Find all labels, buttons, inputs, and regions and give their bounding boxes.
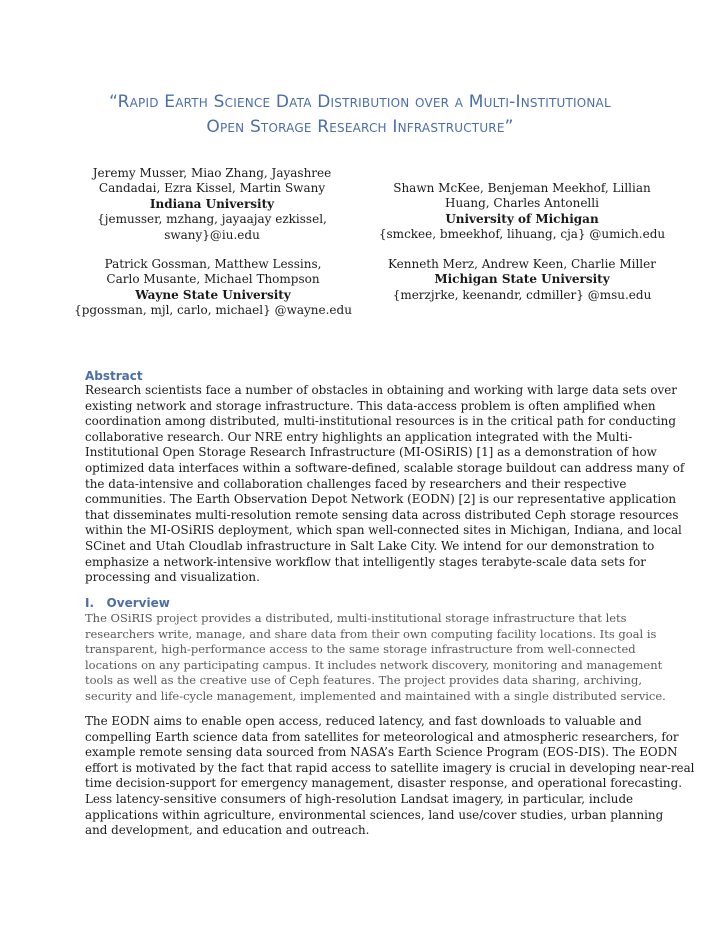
eodn-line: Less latency-sensitive consumers of high-resolution Landsat imagery, in particular, include [85, 791, 634, 806]
abstract-line: processing and visualization. [85, 570, 260, 585]
author-emails: {merzjrke, keenandr, cdmiller} @msu.edu [392, 287, 652, 302]
author-block-indiana [70, 166, 354, 243]
eodn-line: effort is motivated by the fact that rapid access to satellite imagery is crucial in developing near-real [85, 760, 695, 775]
abstract-line: the data-intensive and collaboration challenges faced by researchers and their respective [85, 476, 627, 491]
eodn-line: The EODN aims to enable open access, reduced latency, and fast downloads to valuable and [85, 714, 642, 728]
eodn-line: compelling Earth science data from satellites for meteorological and atmospheric researchers, for [85, 729, 679, 744]
author-emails: swany}@iu.edu [164, 227, 260, 242]
author-names: Huang, Charles Antonelli [445, 196, 599, 211]
overview-line: locations on any participating campus. It includes network discovery, monitoring and management [85, 657, 663, 672]
abstract-line: Research scientists face a number of obstacles in obtaining and working with large data sets over [85, 383, 677, 397]
section-heading: Abstract [85, 369, 143, 383]
overview-line: researchers write, manage, and share data from their own computing facility locations. Its goal is [85, 626, 657, 641]
overview-line: transparent, high-performance access to the same storage infrastructure from well-connected [85, 642, 636, 657]
abstract-line: Institutional Open Storage Research Infrastructure (MI-OSiRIS) [1] as a demonstration of how [85, 445, 657, 460]
author-emails: {smckee, bmeekhof, lihuang, cja} @umich.edu [378, 227, 666, 242]
abstract-line: existing network and storage infrastructure. This data-access problem is often amplified when [85, 398, 656, 413]
abstract-section [85, 369, 685, 586]
author-names: Kenneth Merz, Andrew Keen, Charlie Miller [388, 257, 656, 271]
abstract-line: optimized data interfaces within a software-defined, scalable storage buildout can address many of [85, 460, 685, 475]
institution-name: University of Michigan [445, 211, 599, 226]
abstract-line: that disseminates multi-resolution remote sensing data across distributed Ceph storage resources [85, 507, 679, 522]
title-line: “Rapid Earth Science Data Distribution over a Multi-Institutional [109, 92, 611, 112]
eodn-line: time decision-support for emergency management, disaster response, and operational forecasting. [85, 776, 682, 791]
author-block-michigan [372, 181, 672, 243]
author-block-michigan-state [372, 257, 672, 303]
eodn-line: and development, and education and outreach. [85, 823, 370, 838]
author-emails: {jemusser, mzhang, jayaajay ezkissel, [97, 212, 327, 227]
eodn-line: example remote sensing data sourced from NASA’s Earth Science Program (EOS-DIS). The EODN [85, 745, 678, 760]
institution-name: Indiana University [149, 196, 275, 211]
abstract-line: coordination among distributed, multi-institutional resources is in the critical path for conducting [85, 414, 676, 429]
overview-section [85, 596, 666, 705]
abstract-line: collaborative research. Our NRE entry highlights an application integrated with the Multi- [85, 429, 633, 444]
abstract-line: within the MI-OSiRIS deployment, which span well-connected sites in Michigan, Indiana, and local [85, 523, 682, 538]
overview-line: tools as well as the creative use of Ceph features. The project provides data sharing, archiving, [85, 673, 642, 688]
author-emails: {pgossman, mjl, carlo, michael} @wayne.edu [74, 303, 352, 318]
author-names: Carlo Musante, Michael Thompson [106, 272, 320, 287]
abstract-line: emphasize a network-intensive workflow that intelligently stages terabyte-scale data sets for [85, 554, 646, 569]
institution-name: Wayne State University [135, 287, 291, 302]
abstract-line: communities. The Earth Observation Depot Network (EODN) [2] is our representative application [85, 492, 677, 507]
overview-line: security and life-cycle management, implemented and maintained with a single distributed service. [85, 688, 666, 703]
institution-name: Michigan State University [434, 272, 610, 287]
section-heading: I. Overview [85, 596, 170, 610]
eodn-paragraph [85, 714, 695, 839]
author-names: Patrick Gossman, Matthew Lessins, [104, 257, 322, 271]
author-block-wayne-state [68, 257, 358, 319]
author-names: Shawn McKee, Benjeman Meekhof, Lillian [393, 181, 651, 195]
author-names: Jeremy Musser, Miao Zhang, Jayashree [92, 166, 332, 180]
abstract-line: SCinet and Utah Cloudlab infrastructure in Salt Lake City. We intend for our demonstration to [85, 538, 655, 553]
overview-line: The OSiRIS project provides a distributed, multi-institutional storage infrastructure that lets [85, 611, 627, 625]
title-line: Open Storage Research Infrastructure” [206, 117, 514, 137]
eodn-line: applications within agriculture, environmental sciences, land use/cover studies, urban planning [85, 807, 664, 822]
author-names: Candadai, Ezra Kissel, Martin Swany [98, 181, 326, 196]
